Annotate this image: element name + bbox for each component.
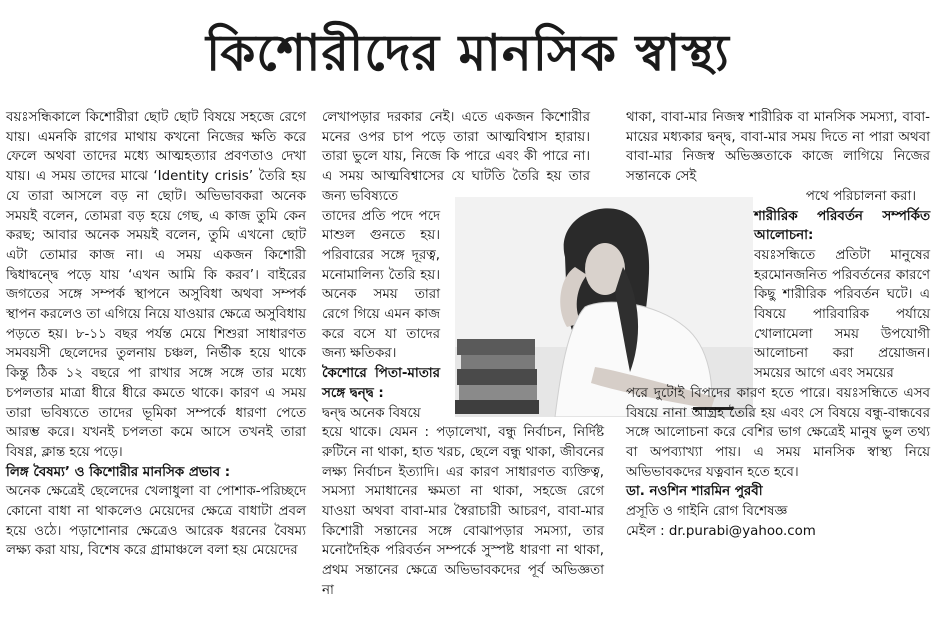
col3-heading: শারীরিক পরিবর্তন সম্পর্কিত আলোচনা: bbox=[754, 208, 930, 244]
article-title: কিশোরীদের মানসিক স্বাস্থ্য bbox=[206, 23, 730, 82]
col2-paragraph-1: লেখাপড়ার দরকার নেই। এতে একজন কিশোরীর মনের ওপর চাপ পড়ে তারা আত্মবিশ্বাস হারায়। তারা ভুলে যায়, নিজে কি পারে এবং কী পারে না। এ সময় আত্মবিশ্বাসের যে ঘাটতি তৈরি হয় তার জন্য ভবিষ্যতে bbox=[322, 110, 590, 204]
col3-side-block bbox=[754, 207, 930, 384]
column-3 bbox=[626, 108, 930, 541]
col2-paragraph-2: তাদের প্রতি পদে পদে মাশুল গুনতে হয়। পরিবারের সঙ্গে দূরত্ব, মনোমালিন্য তৈরি হয়। অনেক সময় তারা রেগে গিয়ে এমন কাজ করে বসে যা তাদের জন্য ক্ষতিকর। bbox=[322, 208, 440, 362]
col2-heading: কৈশোরে পিতা-মাতার সঙ্গে দ্বন্দ্ব : bbox=[322, 366, 440, 401]
col3-paragraph-1b: পথে পরিচালনা করা। bbox=[805, 188, 916, 204]
author-email-line bbox=[626, 522, 930, 542]
col2-paragraph-3: হয়ে থাকে। যেমন : পড়ালেখা, বন্ধু নির্বাচন, নির্দিষ্ট রুটিনে না থাকা, হাত খরচ, ছেলে বন্ধু থাকা, জীবনের লক্ষ্য নির্বাচন ইত্যাদি। এর কারণ সাধারণত ব্যক্তিত্ব, সমস্যা সমাধানের ক্ষমতা না থাকা, সহজে রেগে যাওয়া অথবা বাবা-মার স্বৈরাচারী আচরণ, বাবা-মার কিশোরী সন্তানের সঙ্গে বোঝাপড়ার সমস্যা, তার মনোদৈহিক পরিবর্তন সম্পর্কে সুস্পষ্ট ধারণা না থাকা, প্রথম সন্তানের ক্ষেত্রে অভিভাবকদের পূর্ব অভিজ্ঞতা না bbox=[322, 425, 604, 598]
col3-paragraph-2: বয়ঃসন্ধিতে প্রতিটা মানুষের হরমোনজনিত পরিবর্তনের কারণে কিছু শারীরিক পরিবর্তন ঘটে। এ বিষয়ে পারিবারিক পর্যায়ে খোলামেলা সময় উপযোগী আলোচনা করা প্রয়োজন। সময়ের আগে এবং সময়ের bbox=[754, 247, 930, 382]
col3-paragraph-3: পরে দুটোই বিপদের কারণ হতে পারে। বয়ঃসন্ধিতে এসব বিষয়ে নানা আগ্রহ তৈরি হয় এবং সে বিষয়ে বন্ধু-বান্ধবের সঙ্গে আলোচনা করে বেশির ভাগ ক্ষেত্রেই মানুষ ভুল তথ্য বা অপব্যাখ্যা পায়। এ সময় মানসিক স্বাস্থ্য নিয়ে অভিভাবকদের যত্নবান হতে হবে। bbox=[626, 385, 930, 480]
col1-paragraph-2: অনেক ক্ষেত্রেই ছেলেদের খেলাধুলা বা পোশাক-পরিচ্ছদে কোনো বাধা না থাকলেও মেয়েদের ক্ষেত্রে বাধাটা প্রবল হয়ে ওঠে। পড়াশোনার ক্ষেত্রেও আরেক ধরনের বৈষম্য লক্ষ্য করা যায়, বিশেষ করে গ্রামাঞ্চলে বলা হয় মেয়েদের bbox=[6, 484, 306, 559]
col1-heading: লিঙ্গ বৈষম্য’ ও কিশোরীর মানসিক প্রভাব : bbox=[6, 464, 231, 480]
col3-paragraph-1: থাকা, বাবা-মার নিজস্ব শারীরিক বা মানসিক সমস্যা, বাবা-মায়ের মধ্যকার দ্বন্দ্ব, বাবা-মার সময় দিতে না পারা অথবা বাবা-মার নিজস্ব অভিজ্ঞতাকে কাজে লাগিয়ে নিজের সন্তানকে সেই bbox=[626, 110, 930, 185]
author-designation: প্রসূতি ও গাইনি রোগ বিশেষজ্ঞ bbox=[626, 504, 788, 520]
col1-paragraph-1: বয়ঃসন্ধিকালে কিশোরীরা ছোট ছোট বিষয়ে সহজে রেগে যায়। এমনকি রাগের মাথায় কখনো নিজের ক্ষতি করে ফেলে অথবা তাদের মধ্যে আত্মহত্যার প্রবণতাও দেখা যায়। এ সময় তাদের মাঝে ‘Identity crisis’ তৈরি হয় যে তারা আসলে বড় না ছোট। অভিভাবকরা অনেক সময়ই বলেন, তোমরা বড় হয়ে গেছ, এ কাজ তুমি কেন করছ; আবার অনেক সময়ই বলেন, তুমি এখনো ছোট এটা তোমার কাজ না। এ সময় একজন কিশোরী দ্বিধাদ্বন্দ্বে পড়ে যায় ‘এখন আমি কি করব’। বাইরের জগতের সঙ্গে সম্পর্ক স্থাপনে অসুবিধা অথবা সম্পর্ক স্থাপন করলেও তা এগিয়ে নিয়ে যাওয়ার ক্ষেত্রে অসুবিধায় পড়তে হয়। ৮-১১ বছর পর্যন্ত মেয়ে শিশুরা সাধারণত সমবয়সী ছেলেদের তুলনায় চঞ্চল, নির্ভীক হয়ে থাকে কিন্তু ঠিক ১২ বছরে পা রাখার সঙ্গে সঙ্গে তার মধ্যে চপলতার মাত্রা ধীরে ধীরে কমতে থাকে। কারণ এ সময় তারা ভবিষ্যতে তাদের ভূমিকা সম্পর্কে ধারণা পেতে আরম্ভ করে। যখনই চপলতা কমে আসে তখনই তারা বিষণ্ণ, ক্লান্ত হয়ে পড়ে। bbox=[6, 110, 306, 460]
email-label: মেইল : bbox=[626, 523, 665, 539]
column-1 bbox=[6, 108, 306, 561]
col2-narrow-block bbox=[322, 207, 440, 424]
author-name: ডা. নওশিন শারমিন পুরবী bbox=[626, 484, 763, 500]
email-address: dr.purabi@yahoo.com bbox=[668, 523, 816, 539]
col2-paragraph-3a: দ্বন্দ্ব অনেক বিষয়ে bbox=[322, 405, 421, 421]
